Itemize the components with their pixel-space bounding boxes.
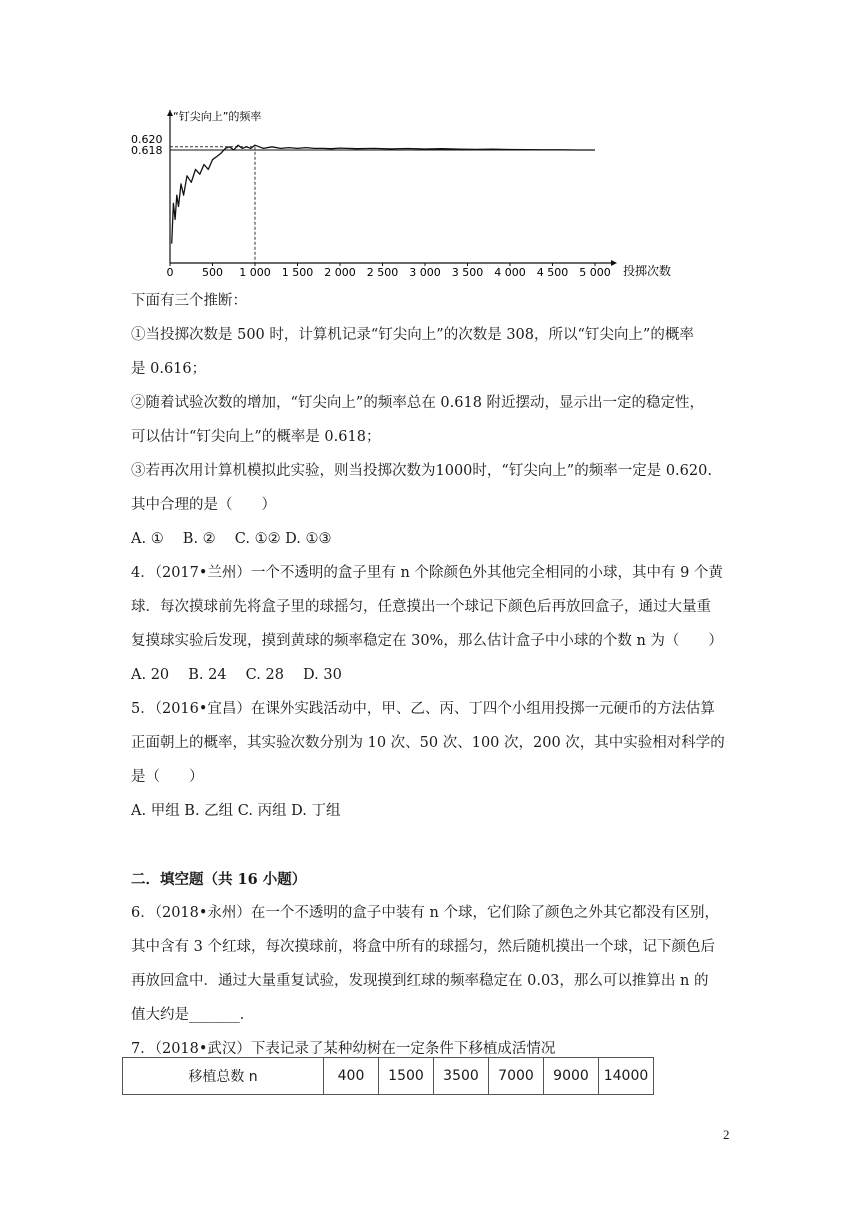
- x-tick-label: 4 500: [536, 266, 569, 279]
- x-tick-label: 0: [166, 266, 174, 279]
- x-tick-label: 1 500: [281, 266, 314, 279]
- transplant-table: [122, 1057, 654, 1095]
- frequency-chart: [125, 100, 705, 285]
- question-6-line2: 其中含有 3 个红球，每次摸球前，将盒中所有的球摇匀，然后随机摸出一个球，记下颜色后: [131, 939, 715, 955]
- x-tick-label: 1 000: [239, 266, 271, 279]
- question-6-line3: 再放回盒中．通过大量重复试验，发现摸到红球的频率稳定在 0.03，那么可以推算出 n 的: [131, 973, 709, 989]
- statement-1-line2: 是 0.616；: [131, 361, 207, 377]
- statement-3-line1: ③若再次用计算机模拟此实验，则当投掷次数为1000时，“钉尖向上”的频率一定是 0.620.: [131, 463, 712, 479]
- x-axis-title: 投掷次数: [623, 264, 672, 278]
- question-4-line2: 球．每次摸球前先将盒子里的球摇匀，任意摸出一个球记下颜色后再放回盒子，通过大量重: [131, 599, 711, 615]
- statement-1-line1: ①当投掷次数是 500 时，计算机记录“钉尖向上”的次数是 308，所以“钉尖向上”的概率: [131, 327, 694, 343]
- question-3-options: A. ① B. ② C. ①② D. ①③: [131, 531, 332, 547]
- question-7-line1: 7．（2018•武汉）下表记录了某种幼树在一定条件下移植成活情况: [131, 1041, 556, 1057]
- question-5-line3: 是（ ）: [131, 769, 204, 785]
- question-5-line1: 5．（2016•宜昌）在课外实践活动中，甲、乙、丙、丁四个小组用投掷一元硬币的方法估算: [131, 701, 715, 717]
- y-tick-label: 0.620: [131, 133, 163, 146]
- x-tick-label: 3 000: [409, 266, 441, 279]
- intro-text: 下面有三个推断：: [131, 293, 247, 309]
- table-cell: 1500: [379, 1058, 434, 1095]
- page-number: 2: [723, 1127, 730, 1142]
- question-4-line3: 复摸球实验后发现，摸到黄球的频率稳定在 30%，那么估计盒子中小球的个数 n 为（ ）: [131, 633, 723, 649]
- question-5-options: A. 甲组 B. 乙组 C. 丙组 D. 丁组: [131, 803, 341, 819]
- table-cell: 3500: [434, 1058, 489, 1095]
- x-tick-label: 4 000: [494, 266, 526, 279]
- question-5-line2: 正面朝上的概率，其实验次数分别为 10 次、50 次、100 次，200 次，其中实验相对科学的: [131, 735, 725, 751]
- table-cell: 7000: [489, 1058, 544, 1095]
- statement-2-line1: ②随着试验次数的增加，“钉尖向上”的频率总在 0.618 附近摆动，显示出一定的稳定性，: [131, 395, 705, 411]
- frequency-chart-svg: [125, 100, 705, 285]
- y-axis-title: “钉尖向上”的频率: [173, 110, 262, 123]
- question-4-options: A. 20 B. 24 C. 28 D. 30: [131, 667, 342, 683]
- x-tick-label: 2 500: [366, 266, 399, 279]
- x-tick-label: 5 000: [579, 266, 611, 279]
- table-cell: 14000: [599, 1058, 654, 1095]
- table-header-cell: 移植总数 n: [123, 1058, 324, 1095]
- x-tick-label: 3 500: [451, 266, 484, 279]
- question-6-line4: 值大约是_______．: [131, 1007, 255, 1023]
- table-cell: 400: [324, 1058, 379, 1095]
- question-4-line1: 4．（2017•兰州）一个不透明的盒子里有 n 个除颜色外其他完全相同的小球，其中有 9 个黄: [131, 565, 723, 581]
- x-tick-label: 500: [202, 266, 223, 279]
- x-axis-arrow: [611, 260, 617, 266]
- y-tick-label: 0.618: [131, 144, 163, 157]
- section-heading: 二．填空题（共 16 小题）: [131, 871, 307, 888]
- question-3-prompt: 其中合理的是（ ）: [131, 497, 276, 513]
- frequency-series-line: [172, 145, 595, 243]
- table-cell: 9000: [544, 1058, 599, 1095]
- table-row: [123, 1058, 654, 1095]
- x-tick-label: 2 000: [324, 266, 356, 279]
- statement-2-line2: 可以估计“钉尖向上”的概率是 0.618；: [131, 429, 381, 445]
- question-6-line1: 6．（2018•永州）在一个不透明的盒子中装有 n 个球，它们除了颜色之外其它都没有区别，: [131, 905, 719, 921]
